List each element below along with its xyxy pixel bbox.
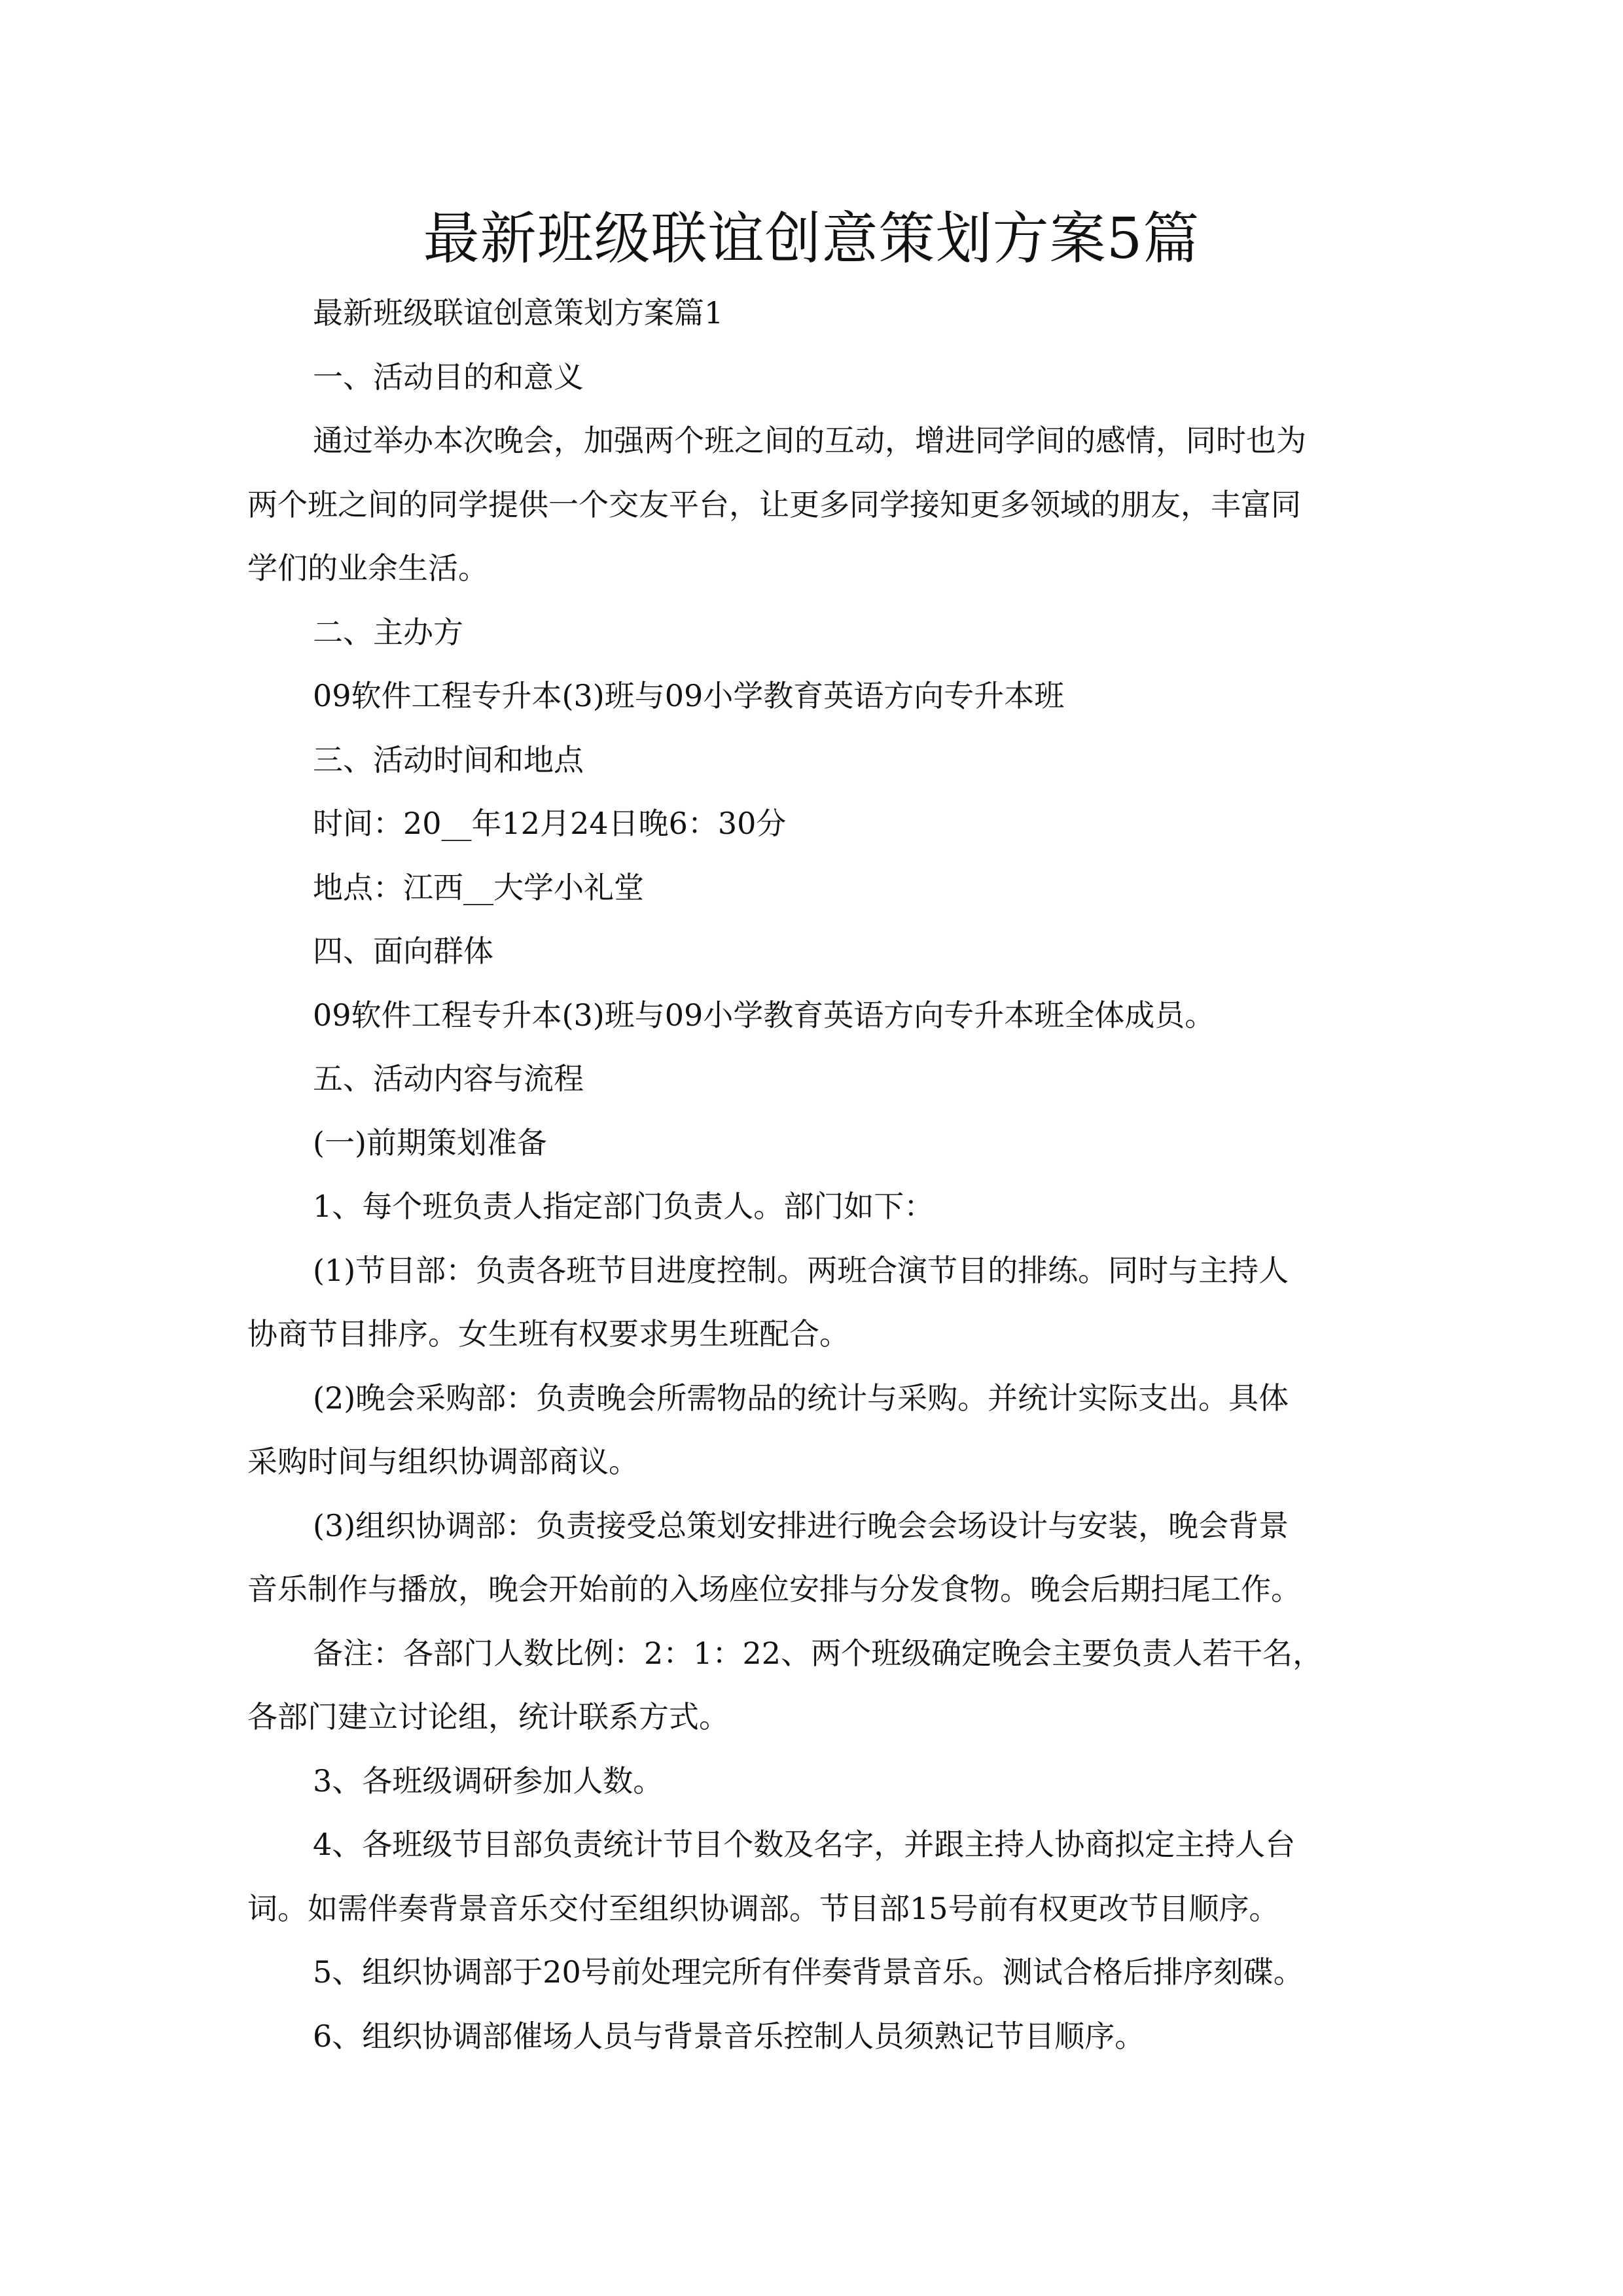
text-line: 一、活动目的和意义	[313, 359, 584, 395]
text-line: 五、活动内容与流程	[313, 1061, 584, 1096]
text-line: (2)晚会采购部：负责晚会所需物品的统计与采购。并统计实际支出。具体	[313, 1380, 1289, 1416]
text-line: (一)前期策划准备	[313, 1124, 547, 1160]
text-line: 二、主办方	[313, 614, 463, 650]
text-line: 时间：20__年12月24日晚6：30分	[313, 806, 787, 841]
text-line: 地点：江西__大学小礼堂	[313, 869, 644, 905]
text-line: 采购时间与组织协调部商议。	[247, 1444, 639, 1479]
text-line: 协商节目排序。女生班有权要求男生班配合。	[247, 1316, 849, 1352]
text-line: (1)节目部：负责各班节目进度控制。两班合演节目的排练。同时与主持人	[313, 1252, 1289, 1288]
text-line: 备注：各部门人数比例：2：1：22、两个班级确定晚会主要负责人若干名，	[313, 1635, 1323, 1671]
text-line: 3、各班级调研参加人数。	[313, 1763, 664, 1799]
text-line: 音乐制作与播放，晚会开始前的入场座位安排与分发食物。晚会后期扫尾工作。	[247, 1571, 1301, 1607]
text-line: 词。如需伴奏背景音乐交付至组织协调部。节目部15号前有权更改节目顺序。	[247, 1890, 1279, 1926]
text-line: (3)组织协调部：负责接受总策划安排进行晚会会场设计与安装，晚会背景	[313, 1507, 1289, 1543]
text-line: 通过举办本次晚会，加强两个班之间的互动，增进同学间的感情，同时也为	[313, 423, 1306, 458]
text-line: 4、各班级节目部负责统计节目个数及名字，并跟主持人协商拟定主持人台	[313, 1827, 1296, 1862]
text-line: 三、活动时间和地点	[313, 742, 584, 778]
text-line: 最新班级联谊创意策划方案篇1	[313, 295, 724, 331]
text-line: 09软件工程专升本(3)班与09小学教育英语方向专升本班	[313, 678, 1065, 713]
text-line: 6、组织协调部催场人员与背景音乐控制人员须熟记节目顺序。	[313, 2018, 1145, 2054]
text-line: 各部门建立讨论组，统计联系方式。	[247, 1699, 729, 1734]
text-line: 5、组织协调部于20号前处理完所有伴奏背景音乐。测试合格后排序刻碟。	[313, 1954, 1304, 1990]
text-line: 四、面向群体	[313, 933, 493, 969]
text-line: 两个班之间的同学提供一个交友平台，让更多同学接知更多领域的朋友，丰富同	[247, 486, 1301, 522]
text-line: 学们的业余生活。	[247, 550, 488, 586]
document-title: 最新班级联谊创意策划方案5篇	[423, 206, 1200, 272]
text-line: 1、每个班负责人指定部门负责人。部门如下：	[313, 1189, 935, 1224]
document-body	[247, 281, 1407, 2068]
text-line: 09软件工程专升本(3)班与09小学教育英语方向专升本班全体成员。	[313, 997, 1215, 1033]
